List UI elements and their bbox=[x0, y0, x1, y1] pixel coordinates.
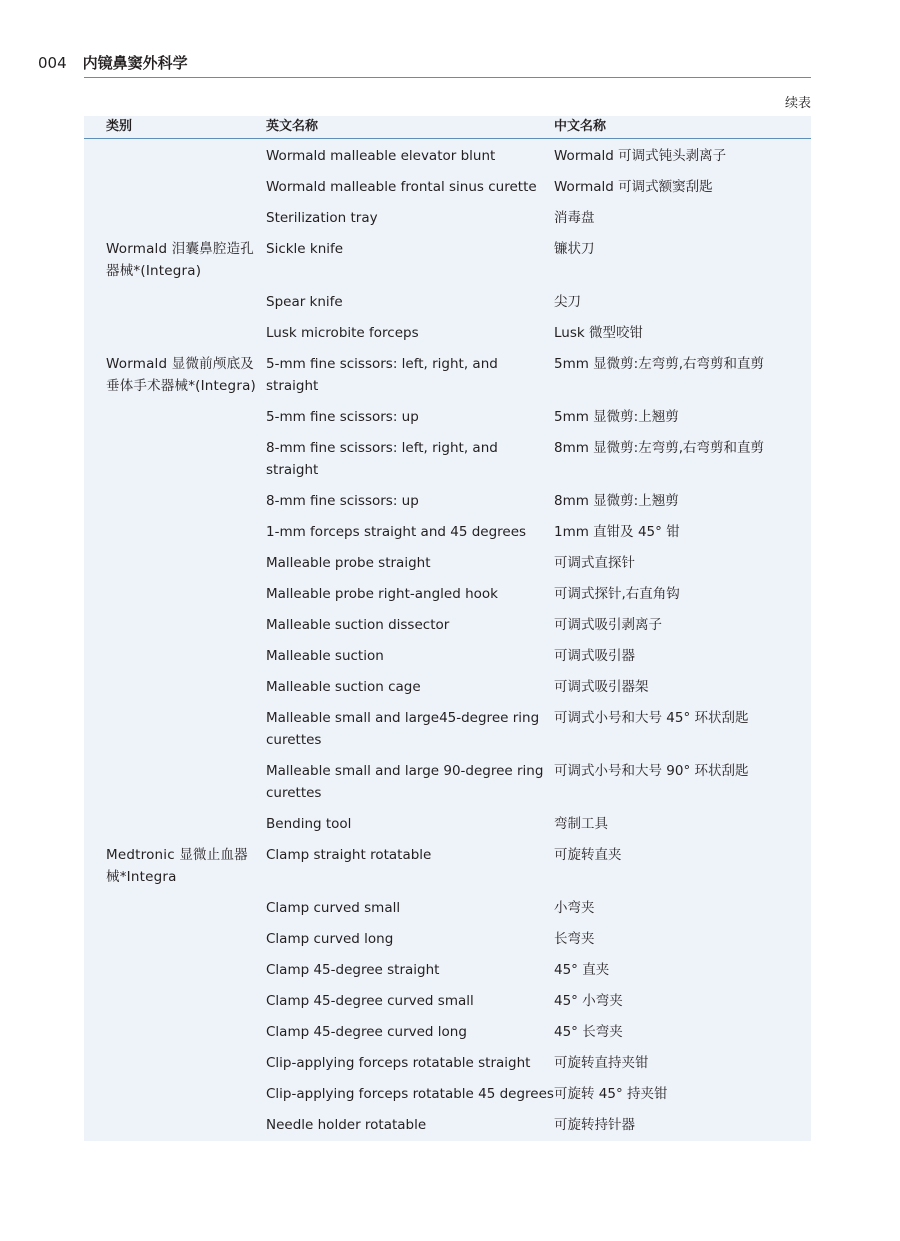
chinese-name-cell: 可旋转直持夹钳 bbox=[554, 1055, 649, 1071]
table-row bbox=[84, 670, 811, 701]
chinese-name-cell: 45° 小弯夹 bbox=[554, 993, 623, 1009]
chinese-name-cell: 镰状刀 bbox=[554, 241, 595, 257]
english-name-cell: Clip-applying forceps rotatable 45 degrees bbox=[266, 1086, 554, 1102]
continuation-label: 续表 bbox=[784, 96, 811, 111]
chinese-name-cell: 可调式小号和大号 90° 环状刮匙 bbox=[554, 763, 749, 779]
chinese-name-cell: 8mm 显微剪:上翘剪 bbox=[554, 493, 679, 509]
page-number: 004 bbox=[38, 54, 67, 72]
table-row bbox=[84, 515, 811, 546]
column-header-english: 英文名称 bbox=[266, 119, 319, 134]
english-name-cell: 5-mm fine scissors: up bbox=[266, 409, 419, 425]
category-cell bbox=[84, 760, 266, 804]
category-cell bbox=[84, 406, 266, 428]
chinese-name-cell: 5mm 显微剪:左弯剪,右弯剪和直剪 bbox=[554, 356, 765, 372]
chinese-name-cell: 长弯夹 bbox=[554, 931, 595, 947]
table-row bbox=[84, 316, 811, 347]
table-row bbox=[84, 1015, 811, 1046]
english-name-cell: Sickle knife bbox=[266, 241, 344, 257]
english-name-cell: Lusk microbite forceps bbox=[266, 325, 419, 341]
table-row bbox=[84, 984, 811, 1015]
table-row bbox=[84, 484, 811, 515]
english-name-cell: 1-mm forceps straight and 45 degrees bbox=[266, 524, 527, 540]
english-name-cell: Malleable suction cage bbox=[266, 679, 421, 695]
table-row bbox=[84, 285, 811, 316]
category-cell bbox=[84, 614, 266, 636]
english-name-cell: Malleable suction bbox=[266, 648, 384, 664]
chinese-name-cell: Lusk 微型咬钳 bbox=[554, 325, 643, 341]
category-cell bbox=[84, 1021, 266, 1043]
chinese-name-cell: 可调式直探针 bbox=[554, 555, 635, 571]
table-row bbox=[84, 201, 811, 232]
english-name-cell: Needle holder rotatable bbox=[266, 1117, 427, 1133]
table-row bbox=[84, 922, 811, 953]
category-cell bbox=[84, 145, 266, 167]
chinese-name-cell: 消毒盘 bbox=[554, 210, 595, 226]
english-name-cell: Malleable small and large 90-degree ring curettes bbox=[266, 763, 544, 801]
table-row bbox=[84, 807, 811, 838]
chinese-name-cell: Wormald 可调式钝头剥离子 bbox=[554, 148, 727, 164]
chinese-name-cell: 可调式吸引剥离子 bbox=[554, 617, 662, 633]
english-name-cell: Sterilization tray bbox=[266, 210, 378, 226]
table-row bbox=[84, 1077, 811, 1108]
table-row bbox=[84, 701, 811, 754]
category-cell bbox=[84, 707, 266, 751]
table-row bbox=[84, 546, 811, 577]
english-name-cell: Spear knife bbox=[266, 294, 343, 310]
category-cell bbox=[84, 928, 266, 950]
category-cell bbox=[84, 676, 266, 698]
chinese-name-cell: 1mm 直钳及 45° 钳 bbox=[554, 524, 680, 540]
chinese-name-cell: 可旋转 45° 持夹钳 bbox=[554, 1086, 668, 1102]
chinese-name-cell: 8mm 显微剪:左弯剪,右弯剪和直剪 bbox=[554, 440, 765, 456]
table-row bbox=[84, 639, 811, 670]
column-header-category: 类别 bbox=[106, 119, 133, 134]
chinese-name-cell: 5mm 显微剪:上翘剪 bbox=[554, 409, 679, 425]
english-name-cell: Clip-applying forceps rotatable straight bbox=[266, 1055, 531, 1071]
instrument-table bbox=[84, 116, 811, 1141]
table-row bbox=[84, 577, 811, 608]
english-name-cell: Clamp straight rotatable bbox=[266, 847, 432, 863]
english-name-cell: Bending tool bbox=[266, 816, 352, 832]
table-row bbox=[84, 139, 811, 170]
table-row bbox=[84, 1046, 811, 1077]
chinese-name-cell: 可调式探针,右直角钩 bbox=[554, 586, 680, 602]
book-title: 内镜鼻窦外科学 bbox=[82, 54, 188, 72]
chinese-name-cell: 可旋转直夹 bbox=[554, 847, 622, 863]
category-cell bbox=[84, 176, 266, 198]
table-row bbox=[84, 953, 811, 984]
category-cell bbox=[84, 437, 266, 481]
category-cell: Wormald 泪囊鼻腔造孔器械*(Integra) bbox=[106, 241, 254, 279]
table-body bbox=[84, 139, 811, 1139]
chinese-name-cell: 可调式吸引器 bbox=[554, 648, 635, 664]
category-cell bbox=[84, 1083, 266, 1105]
chinese-name-cell: 弯制工具 bbox=[554, 816, 608, 832]
chinese-name-cell: 尖刀 bbox=[554, 294, 581, 310]
header-divider bbox=[84, 77, 811, 78]
english-name-cell: Clamp 45-degree straight bbox=[266, 962, 440, 978]
category-cell: Medtronic 显微止血器械*Integra bbox=[106, 847, 248, 885]
english-name-cell: Clamp 45-degree curved long bbox=[266, 1024, 467, 1040]
english-name-cell: 5-mm fine scissors: left, right, and straight bbox=[266, 356, 498, 394]
chinese-name-cell: 可调式小号和大号 45° 环状刮匙 bbox=[554, 710, 749, 726]
table-row bbox=[84, 1108, 811, 1139]
category-cell bbox=[84, 552, 266, 574]
category-cell bbox=[84, 291, 266, 313]
english-name-cell: 8-mm fine scissors: up bbox=[266, 493, 419, 509]
category-cell bbox=[84, 959, 266, 981]
table-row bbox=[84, 347, 811, 400]
table-row bbox=[84, 431, 811, 484]
page-header bbox=[38, 52, 188, 74]
table-row bbox=[84, 754, 811, 807]
table-row bbox=[84, 838, 811, 891]
english-name-cell: Wormald malleable frontal sinus curette bbox=[266, 179, 537, 195]
english-name-cell: Clamp curved small bbox=[266, 900, 401, 916]
category-cell bbox=[84, 490, 266, 512]
english-name-cell: Malleable probe right-angled hook bbox=[266, 586, 498, 602]
english-name-cell: Malleable suction dissector bbox=[266, 617, 450, 633]
category-cell: Wormald 显微前颅底及垂体手术器械*(Integra) bbox=[106, 356, 257, 394]
table-row bbox=[84, 891, 811, 922]
category-cell bbox=[84, 322, 266, 344]
table-header bbox=[84, 116, 811, 139]
column-header-chinese: 中文名称 bbox=[554, 119, 607, 134]
category-cell bbox=[84, 583, 266, 605]
category-cell bbox=[84, 521, 266, 543]
english-name-cell: 8-mm fine scissors: left, right, and straight bbox=[266, 440, 498, 478]
chinese-name-cell: 小弯夹 bbox=[554, 900, 595, 916]
english-name-cell: Malleable probe straight bbox=[266, 555, 431, 571]
category-cell bbox=[84, 897, 266, 919]
category-cell bbox=[84, 1114, 266, 1136]
english-name-cell: Malleable small and large45-degree ring curettes bbox=[266, 710, 540, 748]
english-name-cell: Clamp 45-degree curved small bbox=[266, 993, 474, 1009]
chinese-name-cell: 45° 直夹 bbox=[554, 962, 610, 978]
chinese-name-cell: Wormald 可调式额窦刮匙 bbox=[554, 179, 713, 195]
category-cell bbox=[84, 645, 266, 667]
chinese-name-cell: 可旋转持针器 bbox=[554, 1117, 635, 1133]
table-row bbox=[84, 400, 811, 431]
chinese-name-cell: 45° 长弯夹 bbox=[554, 1024, 623, 1040]
category-cell bbox=[84, 813, 266, 835]
table-row bbox=[84, 170, 811, 201]
table-row bbox=[84, 232, 811, 285]
category-cell bbox=[84, 1052, 266, 1074]
english-name-cell: Wormald malleable elevator blunt bbox=[266, 148, 496, 164]
chinese-name-cell: 可调式吸引器架 bbox=[554, 679, 649, 695]
category-cell bbox=[84, 207, 266, 229]
english-name-cell: Clamp curved long bbox=[266, 931, 394, 947]
table-row bbox=[84, 608, 811, 639]
category-cell bbox=[84, 990, 266, 1012]
